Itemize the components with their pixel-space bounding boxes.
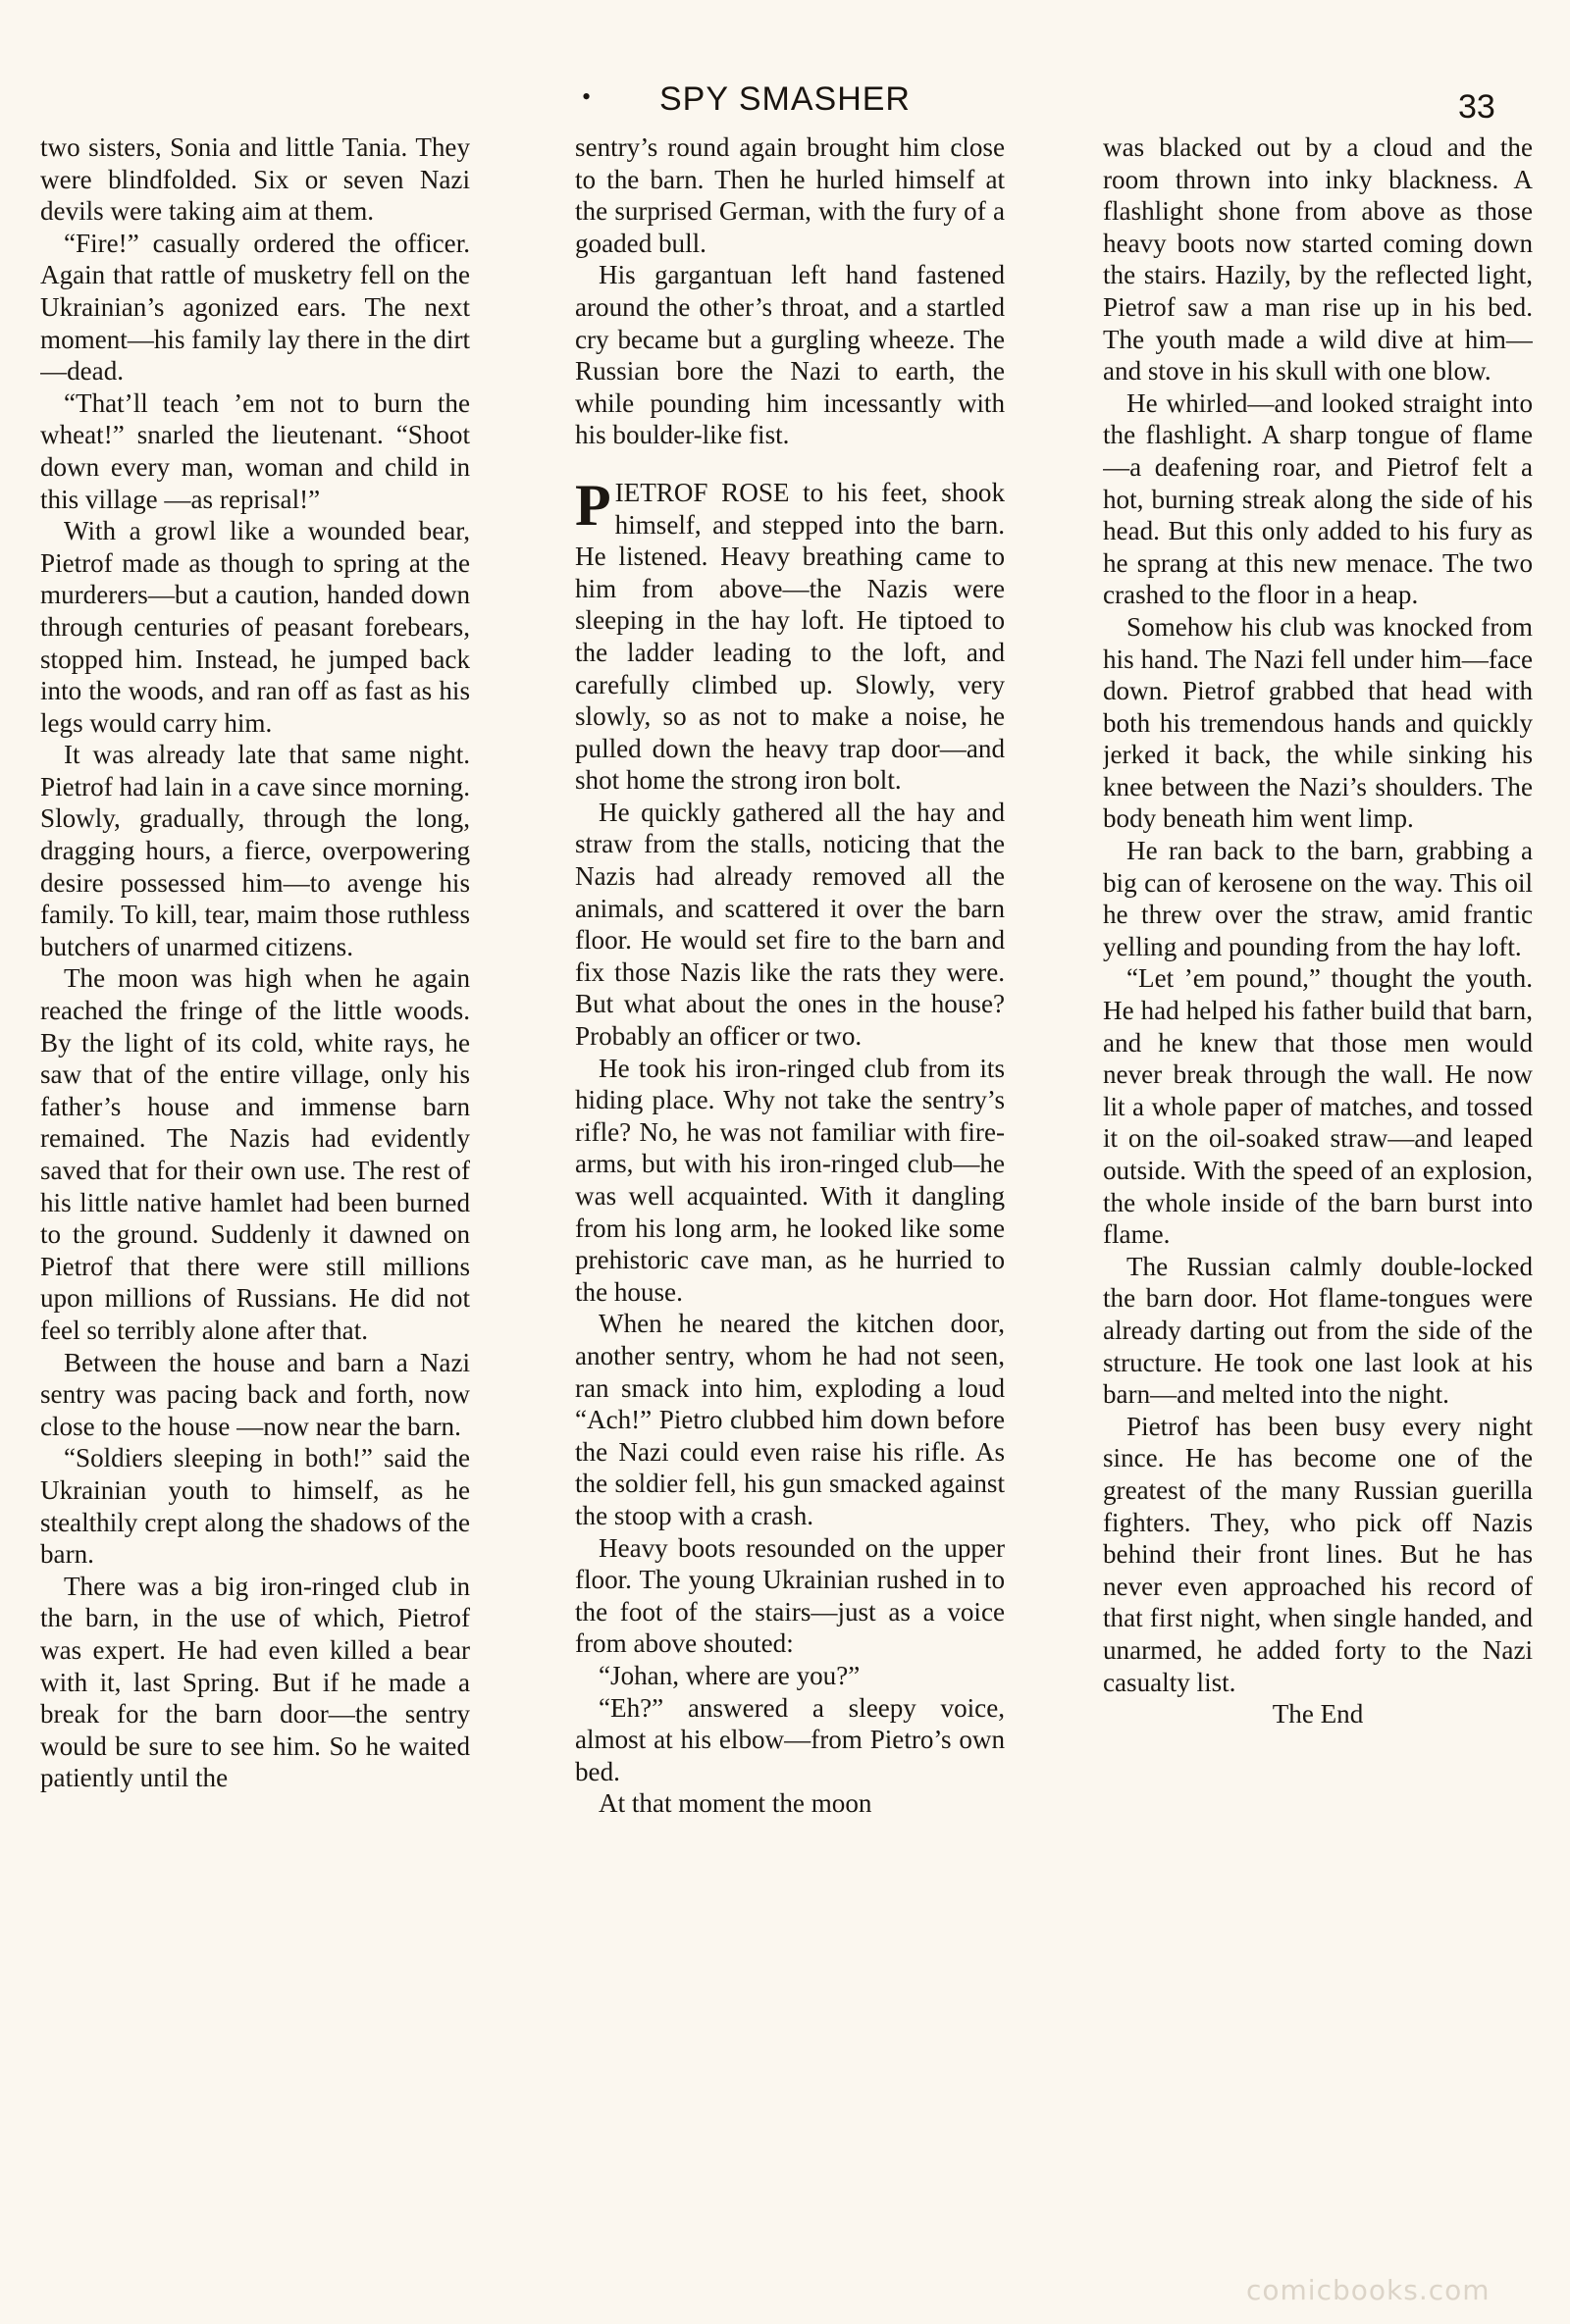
text-column-1 [40, 131, 470, 2211]
paragraph: It was already late that same night. Pietrof had lain in a cave since morning. Slowly, gradually, through the long, dragging hours, a fierce, overpowering desire possessed him—to avenge his family. To kill, tear, maim those ruthless butchers of unarmed citizens. [40, 740, 470, 961]
site-watermark: comicbooks.com [1246, 2274, 1491, 2306]
drop-cap: P [575, 472, 611, 538]
paragraph: two sisters, Sonia and little Tania. They were blindfolded. Six or seven Nazi devils were taking aim at them. [40, 132, 470, 227]
paragraph: When he neared the kitchen door, another sentry, whom he had not seen, ran smack into him, exploding a loud “Ach!” Pietro clubbed him down before the Nazi could even raise his rifle. As the soldier fell, his gun smacked against the stoop with a crash. [575, 1309, 1005, 1530]
paragraph: At that moment the moon [599, 1788, 872, 1819]
paragraph: He took his iron-ringed club from its hiding place. Why not take the sentry’s rifle? No, he was not familiar with fire-arms, but with his iron-ringed club—he was well acquainted. With it dangling from his long arm, he looked like some prehistoric cave man, as he hurried to the house. [575, 1053, 1005, 1307]
paragraph: He whirled—and looked straight into the flashlight. A sharp tongue of flame—a deafening roar, and Pietrof felt a hot, burning streak along the side of his head. But this only added to his fury as he sprang at this new menace. The two crashed to the floor in a heap. [1103, 387, 1533, 610]
paragraph: Pietrof has been busy every night since. He has become one of the greatest of the many Russian guerilla fighters. They, who pick off Nazis behind their front lines. But he has never even approached his record of that first night, when single handed, and unarmed, he added forty to the Nazi casualty list. [1103, 1411, 1533, 1697]
paragraph: The moon was high when he again reached the fringe of the little woods. By the light of its cold, white rays, he saw that of the entire village, only his father’s house and immense barn remained. The Nazis had evidently saved that for their own use. The rest of his little native hamlet had been burned to the ground. Suddenly it dawned on Pietrof that there were still millions upon millions of Russians. He did not feel so terribly alone after that. [40, 963, 470, 1345]
paragraph: “Fire!” casually ordered the officer. Again that rattle of musketry fell on the Ukrainian’s agonized ears. The next moment—his family lay there in the dirt—dead. [40, 228, 470, 387]
paragraph: With a growl like a wounded bear, Pietrof made as though to spring at the murderers—but a caution, handed down through centuries of peasant forebears, stopped him. Instead, he jumped back into the woods, and ran off as fast as his legs would carry him. [40, 516, 470, 738]
paragraph: Heavy boots resounded on the upper floor. The young Ukrainian rushed in to the foot of the stairs—just as a voice from above shouted: [575, 1532, 1005, 1659]
paragraph: “Let ’em pound,” thought the youth. He had helped his father build that barn, and he knew that those men would never break through the wall. He now lit a whole paper of matches, and tossed it on the oil-soaked straw—and leaped outside. With the speed of an explosion, the whole inside of the barn burst into flame. [1103, 963, 1533, 1250]
paragraph: He ran back to the barn, grabbing a big can of kerosene on the way. This oil he threw over the straw, amid frantic yelling and pounding from the hay loft. [1103, 836, 1533, 961]
ink-mark: • [582, 82, 592, 111]
section-opening-paragraph [575, 472, 1005, 797]
the-end-label: The End [1272, 1699, 1364, 1730]
paragraph: “Soldiers sleeping in both!” said the Ukrainian youth to himself, as he stealthily crept along the shadows of the barn. [40, 1443, 470, 1570]
paragraph: “That’ll teach ’em not to burn the wheat!” snarled the lieutenant. “Shoot down every man, woman and child in this village —as reprisal!” [40, 387, 470, 514]
page-title: SPY SMASHER [658, 80, 911, 118]
paragraph: sentry’s round again brought him close to the barn. Then he hurled himself at the surprised German, with the fury of a goaded bull. [575, 132, 1005, 258]
paragraph-text: IETROF ROSE to his feet, shook himself, and stepped into the barn. He listened. Heavy breathing came to him from above—the Nazis were sleeping in the hay loft. He tiptoed to the ladder leading to the loft, and carefully climbed up. Slowly, very slowly, so as not to make a noise, he pulled down the heavy trap door—and shot home the strong iron bolt. [575, 477, 1005, 796]
paragraph: His gargantuan left hand fastened around the other’s throat, and a startled cry became but a gurgling wheeze. The Russian bore the Nazi to earth, the while pounding him incessantly with his boulder-like fist. [575, 260, 1005, 450]
text-column-2 [575, 131, 1005, 2211]
text-column-3 [1103, 131, 1533, 2211]
paragraph: “Eh?” answered a sleepy voice, almost at his elbow—from Pietro’s own bed. [575, 1692, 1005, 1786]
paragraph: He quickly gathered all the hay and straw from the stalls, noticing that the Nazis had already removed all the animals, and scattered it over the barn floor. He would set fire to the barn and fix those Nazis like the rats they were. But what about the ones in the house? Probably an officer or two. [575, 797, 1005, 1052]
paragraph: There was a big iron-ringed club in the barn, in the use of which, Pietrof was expert. He had even killed a bear with it, last Spring. But if he made a break for the barn door—the sentry would be sure to see him. So he waited patiently until the [40, 1571, 470, 1793]
paragraph: The Russian calmly double-locked the barn door. Hot flame-tongues were already darting out from the side of the structure. He took one last look at his barn—and melted into the night. [1103, 1251, 1533, 1410]
page-number: 33 [1458, 88, 1495, 126]
paragraph: Between the house and barn a Nazi sentry was pacing back and forth, now close to the house —now near the barn. [40, 1347, 470, 1441]
paragraph: “Johan, where are you?” [599, 1660, 861, 1690]
paragraph: was blacked out by a cloud and the room thrown into inky blackness. A flashlight shone from above as those heavy boots now started coming down the stairs. Hazily, by the reflected light, Pietrof saw a man rise up in his bed. The youth made a wild dive at him—and stove in his skull with one blow. [1103, 132, 1533, 387]
paragraph: Somehow his club was knocked from his hand. The Nazi fell under him—face down. Pietrof grabbed that head with both his tremendous hands and quickly jerked it back, the while sinking his knee between the Nazi’s shoulders. The body beneath him went limp. [1103, 611, 1533, 834]
